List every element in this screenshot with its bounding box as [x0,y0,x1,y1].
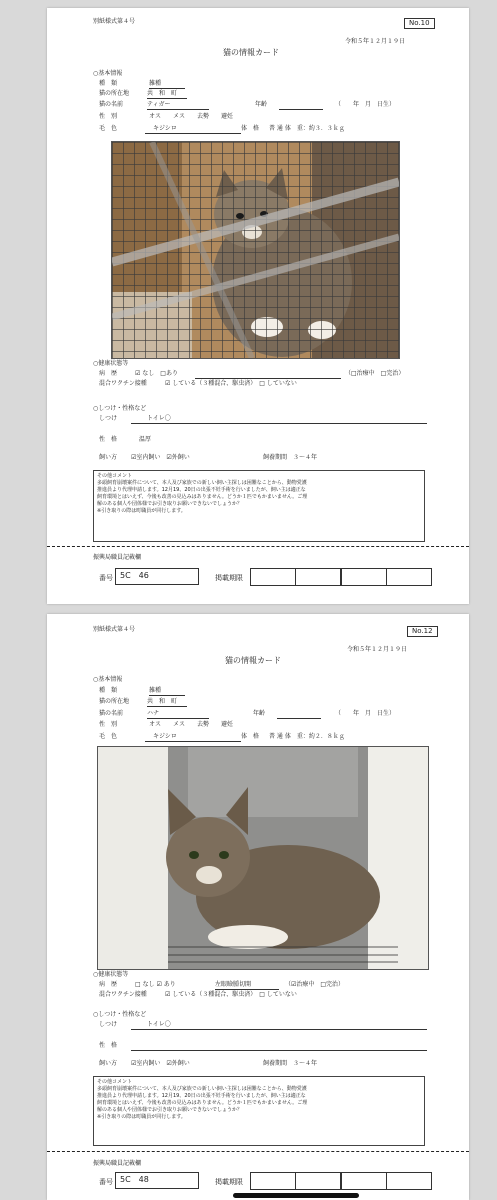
type-value: 雑種 [149,687,185,696]
shitsuke-label: しつけ [99,415,118,422]
keeping-value: ☑室内飼い ☑外飼い [131,454,190,461]
location-value: 共 和 町 [147,698,187,707]
comment-line: 飼育環境とはいえず、今後も改善の見込みはありません。どうか１匹でもかまいません。ご理 [97,1100,308,1106]
posting-deadline-cells [251,568,432,586]
card-number: No.12 [407,626,438,637]
sex-value: オス メス 去勢 避妊 [149,113,233,120]
body-label: 体 格 [241,733,260,740]
disease-value: ☑ なし □あり [135,370,178,377]
deadline-cell [295,1172,341,1190]
cat-info-card-2 [47,614,469,1200]
shitsuke-value: トイレ〇 [131,415,427,424]
name-label: 猫の名前 [99,710,124,717]
location-label: 猫の所在地 [99,698,130,705]
comment-header: その他コメント [97,1079,133,1085]
location-value: 共 和 町 [147,90,187,99]
cat-in-cage-image [112,142,399,358]
disease-label: 病 歴 [99,370,118,377]
cat-photo-hana-in-carrier [97,746,429,970]
health-header: ○健康状態等 [93,971,129,978]
comment-box [93,1076,425,1146]
keeping-label: 飼い方 [99,454,118,461]
age-label: 年齢 [255,101,268,108]
comment-line: 飼育環境とはいえず、今後も改善の見込みはありません。どうか１匹でもかまいません。ご理 [97,494,308,500]
body-value: 普 通 体 重：約３．３ｋｇ [269,125,345,132]
disease-value: □ なし ☑ あり [135,981,176,988]
posting-deadline-cells [251,1172,432,1190]
deadline-cell [341,568,387,586]
form-label: 別紙様式第４号 [93,626,136,633]
sex-label: 性 別 [99,113,118,120]
posting-label: 掲載期限 [215,574,243,582]
comment-line: 多頭飼育崩壊案件について、本人及び家族での新しい飼い主探しは困難なことから、動物愛護 [97,480,307,486]
office-label: 振興局職員記載欄 [93,1160,142,1167]
form-label: 別紙様式第４号 [93,18,136,25]
basic-info-header: ○基本情報 [93,676,123,683]
disease-status: （□治療中 □完治） [345,370,405,377]
deadline-cell [250,568,296,586]
age-blank [279,101,323,110]
comment-line: ※引き取りの際は町職員が同行します。 [97,508,186,514]
type-label: 種 類 [99,80,118,87]
shitsuke-value: トイレ〇 [131,1021,427,1030]
health-header: ○健康状態等 [93,360,129,367]
vaccine-value: ☑ している（３種混合、駆虫済） □ していない [165,991,297,998]
shitsuke-label: しつけ [99,1021,118,1028]
card-number: No.10 [404,18,435,29]
color-value: キジシロ [145,125,241,134]
home-indicator-bar[interactable] [233,1193,359,1198]
color-value: キジシロ [145,733,241,742]
posting-label: 掲載期限 [215,1178,243,1186]
personality-label: 性 格 [99,1042,118,1049]
personality-value [131,1042,427,1051]
disease-label: 病 歴 [99,981,118,988]
training-header: ○しつけ・性格など [93,405,147,412]
vaccine-label: 混合ワクチン接種 [99,991,147,998]
age-label: 年齢 [253,710,266,717]
sex-value: オス メス 去勢 避妊 [149,721,233,728]
card-date: 令和５年１２月１９日 [347,646,408,653]
color-label: 毛 色 [99,733,118,740]
age-value: （ 年 月 日生） [335,101,396,108]
id-value-box [115,568,199,585]
age-value: （ 年 月 日生） [335,710,396,717]
card-date: 令和５年１２月１９日 [345,38,406,45]
id-label: 番号 [99,1178,113,1186]
office-label: 振興局職員記載欄 [93,554,142,561]
comment-line: 解のある個人や団体様でお引き取りお願いできないでしょうか？ [97,1107,243,1113]
deadline-cell [341,1172,387,1190]
cat-info-card-1 [47,8,469,604]
deadline-cell [295,568,341,586]
id-value-box [115,1172,199,1189]
disease-detail-blank [195,370,341,379]
cut-line [47,546,469,547]
training-header: ○しつけ・性格など [93,1011,147,1018]
disease-detail: 左眼瞼腫切開 [215,981,279,990]
personality-label: 性 格 [99,436,118,443]
period-label: 飼養期間 [263,454,288,461]
comment-line: 推進員より代理申請します。12月19、20日の出張不妊手術を行いましたが、飼い主は適正な [97,1093,306,1099]
comment-line: 推進員より代理申請します。12月19、20日の出張不妊手術を行いましたが、飼い主は適正な [97,487,306,493]
period-value: ３～４年 [293,454,318,461]
cat-photo-tiger-in-cage [111,141,400,359]
disease-status: （☑治療中 □完治） [285,981,345,988]
name-label: 猫の名前 [99,101,124,108]
name-value: ティガー [147,101,209,110]
cat-in-carrier-image [98,747,428,969]
name-value: ハナ [147,710,209,719]
comment-line: 解のある個人や団体様でお引き取りお願いできないでしょうか？ [97,501,243,507]
comment-line: ※引き取りの際は町職員が同行します。 [97,1114,186,1120]
vaccine-label: 混合ワクチン接種 [99,380,147,387]
id-label: 番号 [99,574,113,582]
keeping-label: 飼い方 [99,1060,118,1067]
basic-info-header: ○基本情報 [93,70,123,77]
comment-box [93,470,425,542]
age-blank [277,710,321,719]
comment-line: 多頭飼育崩壊案件について、本人及び家族での新しい飼い主探しは困難なことから、動物愛護 [97,1086,307,1092]
color-label: 毛 色 [99,125,118,132]
period-value: ３～４年 [293,1060,318,1067]
body-value: 普 通 体 重：約２．８ｋｇ [269,733,345,740]
body-label: 体 格 [241,125,260,132]
sex-label: 性 別 [99,721,118,728]
card-title: 猫の情報カード [225,656,281,665]
type-value: 雑種 [149,80,185,89]
deadline-cell [250,1172,296,1190]
location-label: 猫の所在地 [99,90,130,97]
comment-header: その他コメント [97,473,133,479]
vaccine-value: ☑ している（３種混合、駆虫済） □ していない [165,380,297,387]
id-value: 5C 48 [120,1175,149,1184]
deadline-cell [386,568,432,586]
keeping-value: ☑室内飼い ☑外飼い [131,1060,190,1067]
cut-line [47,1151,469,1152]
personality-value: 温厚 [139,436,152,443]
id-value: 5C 46 [120,571,149,580]
type-label: 種 類 [99,687,118,694]
card-title: 猫の情報カード [223,48,279,57]
deadline-cell [386,1172,432,1190]
period-label: 飼養期間 [263,1060,288,1067]
